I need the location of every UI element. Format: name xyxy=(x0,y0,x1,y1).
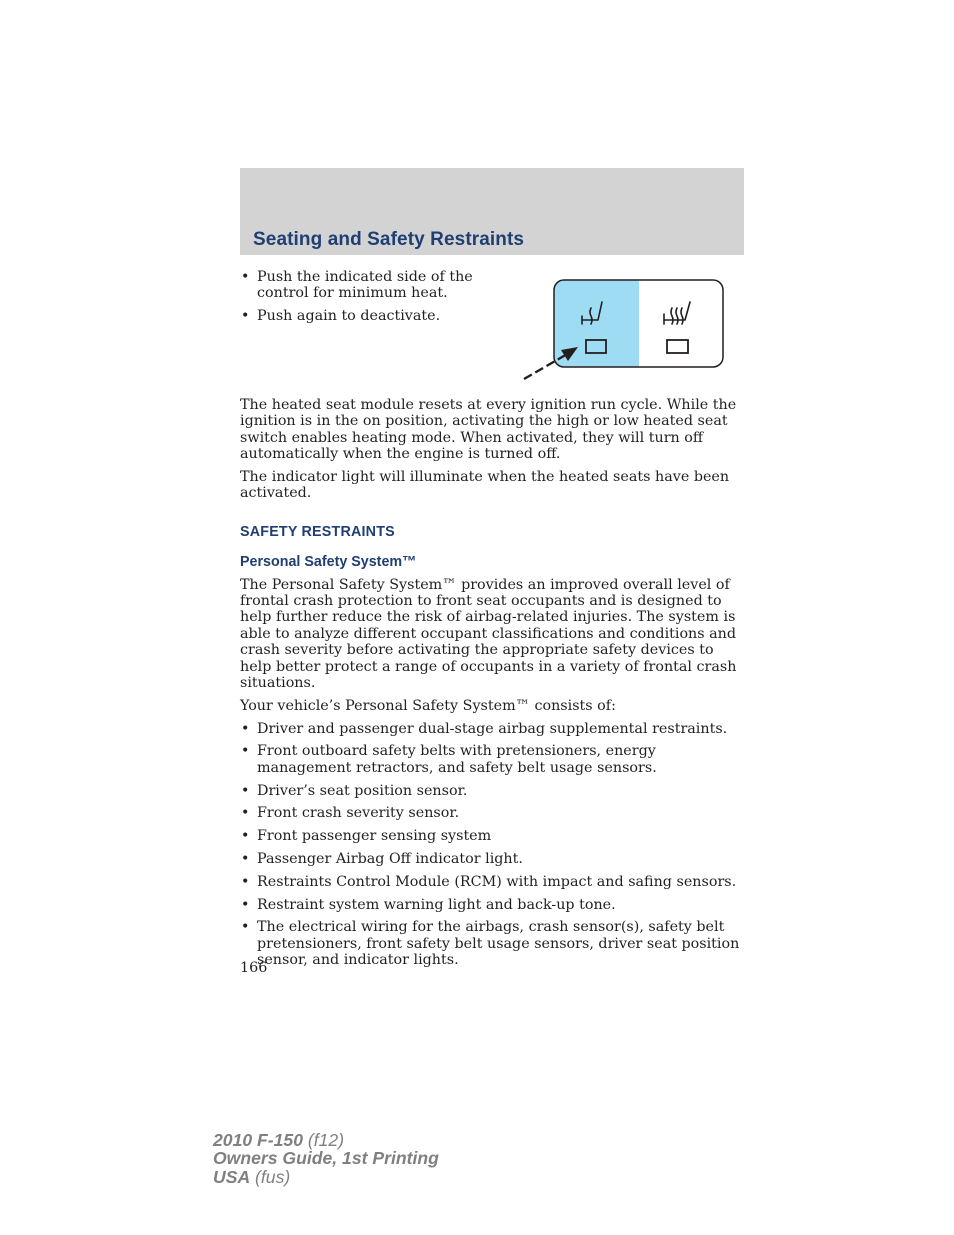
list-item: • Push the indicated side of the control for minimum heat. xyxy=(240,269,490,302)
main-content xyxy=(240,397,744,975)
section-title: Seating and Safety Restraints xyxy=(253,229,525,250)
section-heading: SAFETY RESTRAINTS xyxy=(240,523,395,540)
list-item: • Front crash severity sensor. xyxy=(240,805,744,821)
list-item: • The electrical wiring for the airbags, crash sensor(s), safety belt pretensioners, front safety belt usage sensors, driver seat position sensor, and indicator lights. xyxy=(240,919,744,968)
footer-line-market xyxy=(213,1168,439,1186)
subsection-heading: Personal Safety System™ xyxy=(240,554,417,571)
footer-market-code: (fus) xyxy=(250,1166,291,1187)
footer-line-model xyxy=(213,1131,439,1149)
paragraph: The indicator light will illuminate when the heated seats have been activated. xyxy=(240,469,730,502)
heated-seat-switch-illustration xyxy=(520,278,726,382)
list-item: • Push again to deactivate. xyxy=(240,308,490,324)
paragraph: Your vehicle’s Personal Safety System™ consists of: xyxy=(240,697,616,714)
list-item: • Restraints Control Module (RCM) with impact and safing sensors. xyxy=(240,874,744,890)
footer-model-code: (f12) xyxy=(303,1130,345,1150)
list-item: • Front outboard safety belts with pretensioners, energy management retractors, and safety belt usage sensors. xyxy=(240,743,744,776)
footer-market: USA xyxy=(213,1166,251,1187)
intro-bullet-list xyxy=(240,269,490,331)
page-number: 166 xyxy=(240,960,268,976)
list-item: • Passenger Airbag Off indicator light. xyxy=(240,851,744,867)
list-item: • Driver’s seat position sensor. xyxy=(240,783,744,799)
list-item: • Front passenger sensing system xyxy=(240,828,744,844)
list-item: • Restraint system warning light and back-up tone. xyxy=(240,897,744,913)
footer-model: 2010 F-150 xyxy=(213,1130,303,1150)
footer-printing: Owners Guide, 1st Printing xyxy=(213,1148,439,1169)
section-header-band xyxy=(240,168,744,255)
document-footer xyxy=(213,1131,439,1186)
paragraph: The heated seat module resets at every ignition run cycle. While the ignition is in the on position, activating the high or low heated seat switch enables heating mode. When activated, they will turn off automatically when the engine is turned off. xyxy=(240,397,737,463)
list-item: • Driver and passenger dual-stage airbag supplemental restraints. xyxy=(240,721,744,737)
paragraph: The Personal Safety System™ provides an improved overall level of frontal crash protection to front seat occupants and is designed to help further reduce the risk of airbag-related injuries. The system is able to analyze different occupant classifications and conditions and crash severity before activating the appropriate safety devices to help better protect a range of occupants in a variety of frontal crash situations. xyxy=(240,576,737,692)
components-bullet-list xyxy=(240,721,744,969)
